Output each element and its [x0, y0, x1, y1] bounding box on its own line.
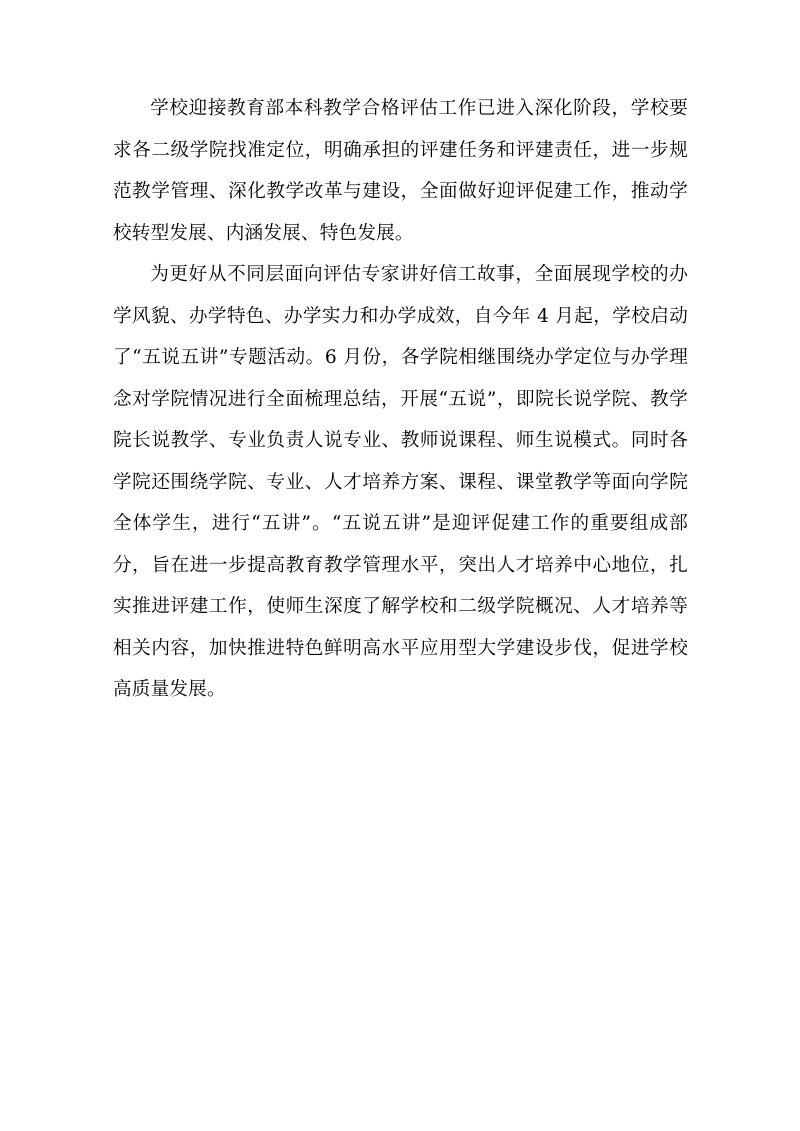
document-text-body	[113, 88, 688, 711]
paragraph-1: 学校迎接教育部本科教学合格评估工作已进入深化阶段，学校要求各二级学院找准定位，明确承担的评建任务和评建责任，进一步规范教学管理、深化教学改革与建设，全面做好迎评促建工作，推动学校转型发展、内涵发展、特色发展。	[113, 98, 688, 244]
paragraph-2: 为更好从不同层面向评估专家讲好信工故事，全面展现学校的办学风貌、办学特色、办学实力和办学成效，自今年 4 月起，学校启动了“五说五讲”专题活动。6 月份，各学院相继围绕办学定位与办学理念对学院情况进行全面梳理总结，开展“五说”，即院长说学院、教学院长说教学、专业负责人说专业、教师说课程、师生说模式。同时各学院还围绕学院、专业、人才培养方案、课程、课堂教学等面向学院全体学生，进行“五讲”。“五说五讲”是迎评促建工作的重要组成部分，旨在进一步提高教育教学管理水平，突出人才培养中心地位，扎实推进评建工作，使师生深度了解学校和二级学院概况、人才培养等相关内容，加快推进特色鲜明高水平应用型大学建设步伐，促进学校高质量发展。	[113, 264, 688, 700]
